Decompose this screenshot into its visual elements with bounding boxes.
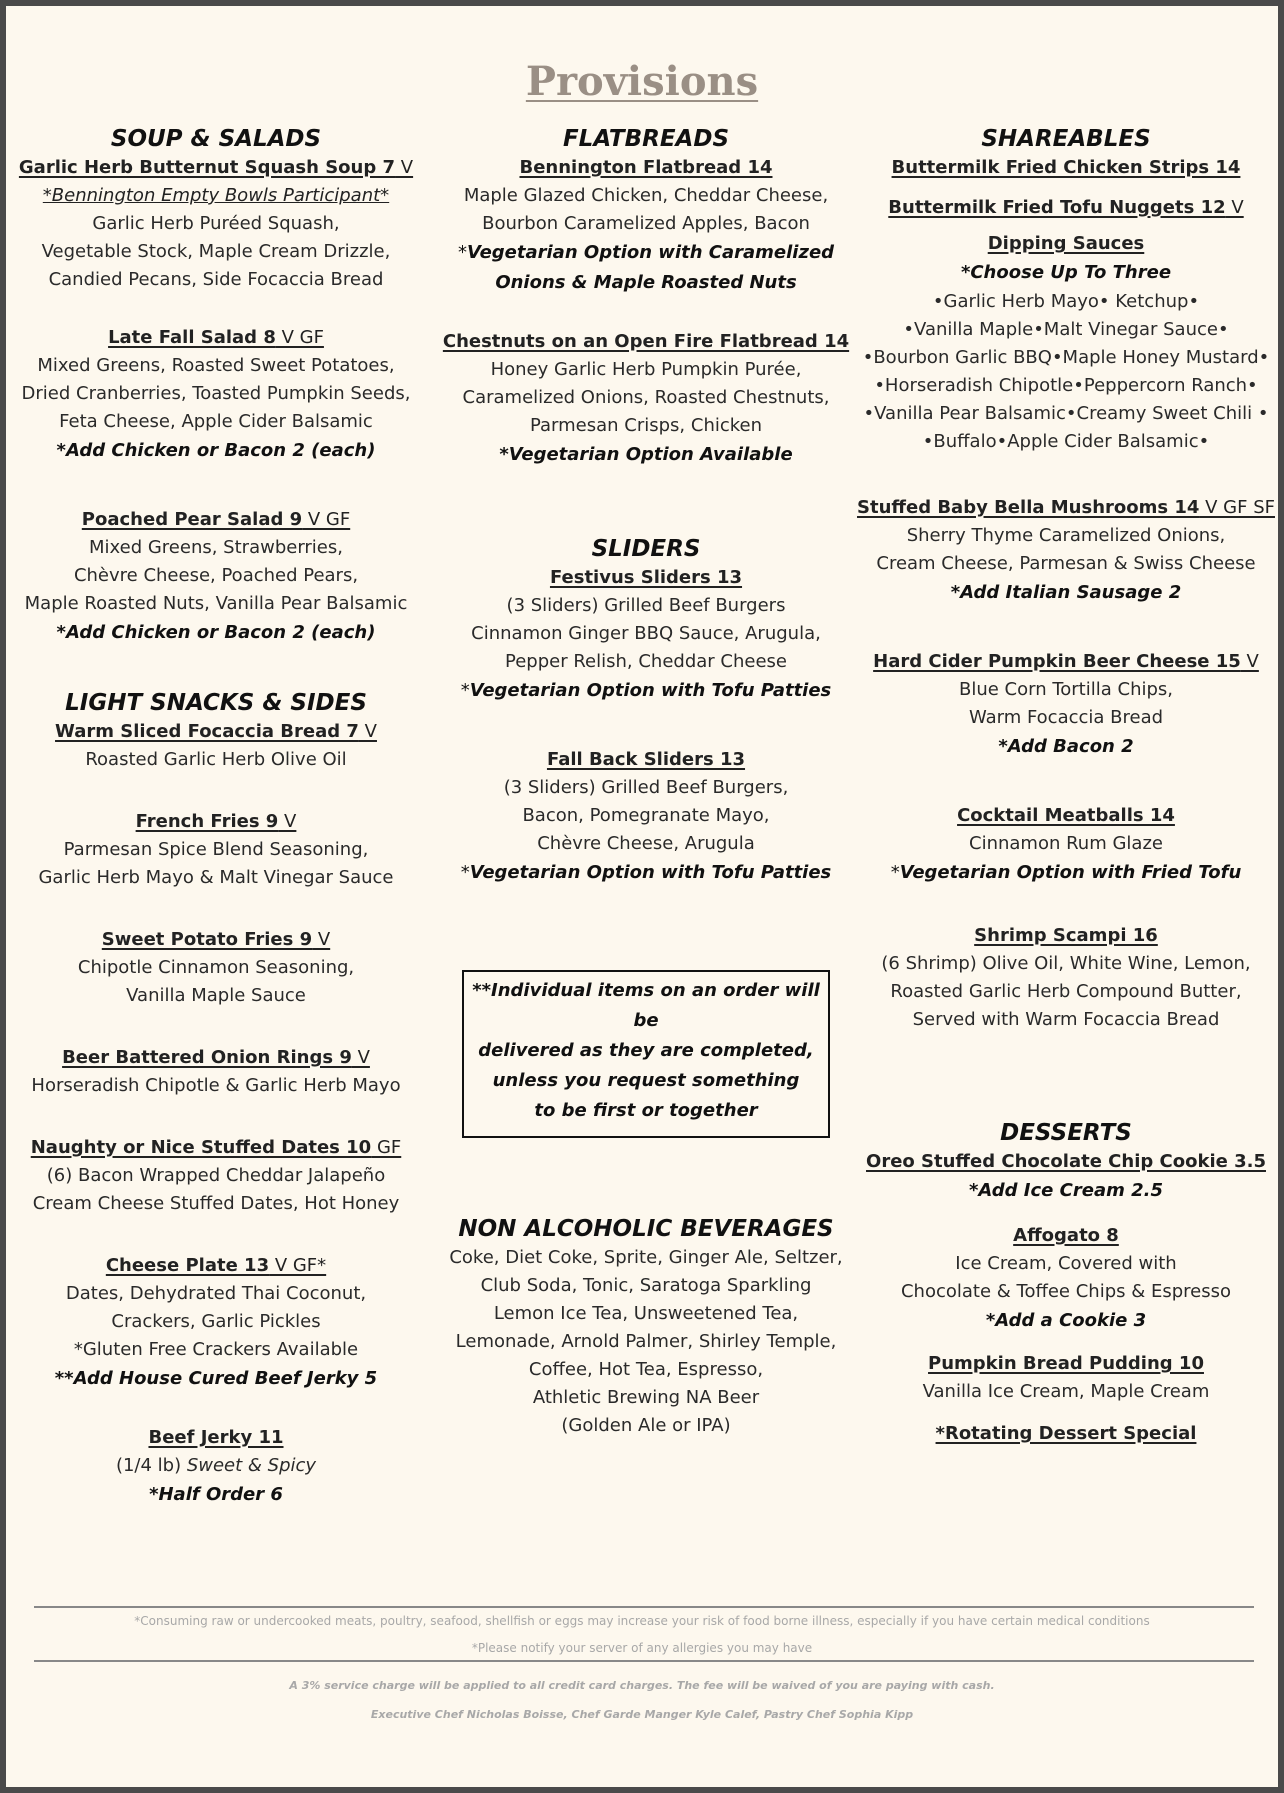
footer-divider-top [34, 1606, 1254, 1608]
order-notice-box [462, 970, 830, 1138]
item-desc: Chocolate & Toffee Chips & Espresso [900, 1281, 1232, 1302]
section-heading-shareables: SHAREABLES [981, 126, 1151, 152]
menu-item-cocktail-meatballs [856, 802, 1276, 888]
section-heading-beverages: NON ALCOHOLIC BEVERAGES [458, 1216, 834, 1242]
item-name: Buttermilk Fried Tofu Nuggets 12 V [888, 197, 1244, 218]
menu-item-beer-cheese [856, 648, 1276, 762]
beverage-line: Coke, Diet Coke, Sprite, Ginger Ale, Seltzer, [449, 1247, 843, 1268]
item-desc: Served with Warm Focaccia Bread [912, 1009, 1220, 1030]
item-desc: Garlic Herb Puréed Squash, [92, 213, 340, 234]
item-desc: Dates, Dehydrated Thai Coconut, [65, 1283, 367, 1304]
item-addon: *Add Chicken or Bacon 2 (each) [56, 622, 376, 643]
beverage-line: Lemon Ice Tea, Unsweetened Tea, [493, 1303, 799, 1324]
notice-line: unless you request something [492, 1070, 800, 1091]
item-desc: (3 Sliders) Grilled Beef Burgers [506, 595, 786, 616]
item-desc: Chèvre Cheese, Poached Pears, [73, 565, 359, 586]
item-desc: Vanilla Maple Sauce [126, 985, 306, 1006]
menu-item-soup [6, 154, 426, 294]
item-veg-option: *Vegetarian Option with Fried Tofu [890, 862, 1242, 883]
item-name: Beer Battered Onion Rings 9 V [62, 1047, 370, 1068]
item-name: Warm Sliced Focaccia Bread 7 V [55, 721, 377, 742]
section-heading-desserts: DESSERTS [1000, 1120, 1132, 1146]
notice-line: to be first or together [534, 1100, 758, 1121]
item-desc: Bacon, Pomegranate Mayo, [522, 805, 770, 826]
item-desc: Chipotle Cinnamon Seasoning, [77, 957, 355, 978]
menu-item-stuffed-mushrooms [856, 494, 1276, 608]
sauce-line: •Vanilla Pear Balsamic•Creamy Sweet Chili • [863, 403, 1269, 424]
item-desc: Pepper Relish, Cheddar Cheese [505, 651, 787, 672]
section-heading-flatbreads: FLATBREADS [562, 126, 730, 152]
section-heading-soup-salads: SOUP & SALADS [110, 126, 322, 152]
sauce-line: •Bourbon Garlic BBQ•Maple Honey Mustard• [862, 347, 1270, 368]
menu-item-stuffed-dates [6, 1134, 426, 1218]
item-desc: Sherry Thyme Caramelized Onions, [906, 525, 1226, 546]
menu-item-bennington-flatbread [436, 154, 856, 298]
item-name: Oreo Stuffed Chocolate Chip Cookie 3.5 [866, 1151, 1266, 1172]
item-desc: Maple Glazed Chicken, Cheddar Cheese, [463, 185, 829, 206]
item-addon: *Add Ice Cream 2.5 [968, 1180, 1164, 1201]
item-desc: Parmesan Spice Blend Seasoning, [63, 839, 369, 860]
item-desc: Honey Garlic Herb Pumpkin Purée, [490, 359, 802, 380]
menu-item-affogato [856, 1222, 1276, 1336]
item-desc: Cream Cheese, Parmesan & Swiss Cheese [876, 553, 1256, 574]
menu-page [6, 6, 1278, 1787]
beverages-list [436, 1244, 856, 1440]
beverage-line: (Golden Ale or IPA) [561, 1415, 731, 1436]
item-veg-option: *Vegetarian Option with Tofu Patties [460, 862, 832, 883]
menu-item-tofu-nuggets [856, 194, 1276, 222]
menu-item-fall-back-sliders [436, 746, 856, 888]
food-safety-notice: *Consuming raw or undercooked meats, poultry, seafood, shellfish or eggs may increase your risk of food borne illness, especially if you have certain medical conditions [134, 1614, 1150, 1628]
item-desc: Vegetable Stock, Maple Cream Drizzle, [41, 241, 391, 262]
item-desc: (1/4 lb) Sweet & Spicy [115, 1455, 317, 1476]
dipping-sauces [856, 230, 1276, 456]
item-desc: Mixed Greens, Roasted Sweet Potatoes, [37, 355, 395, 376]
item-note: *Bennington Empty Bowls Participant* [42, 185, 390, 206]
allergy-notice: *Please notify your server of any allergies you may have [471, 1641, 813, 1655]
item-desc: Caramelized Onions, Roasted Chestnuts, [462, 387, 830, 408]
sauce-line: •Horseradish Chipotle•Peppercorn Ranch• [874, 375, 1258, 396]
item-name: Shrimp Scampi 16 [974, 925, 1158, 946]
menu-title: Provisions [525, 58, 759, 105]
item-name: Cocktail Meatballs 14 [957, 805, 1175, 826]
right-column [856, 124, 1276, 1448]
item-veg-option: *Vegetarian Option with Tofu Patties [460, 680, 832, 701]
item-desc: Chèvre Cheese, Arugula [537, 833, 755, 854]
item-desc: Cinnamon Ginger BBQ Sauce, Arugula, [471, 623, 821, 644]
menu-item-cookie [856, 1148, 1276, 1206]
menu-item-chicken-strips [856, 154, 1276, 182]
item-addon: **Add House Cured Beef Jerky 5 [54, 1368, 378, 1389]
item-addon: *Add a Cookie 3 [985, 1310, 1147, 1331]
item-desc: Mixed Greens, Strawberries, [89, 537, 343, 558]
item-desc: Ice Cream, Covered with [955, 1253, 1177, 1274]
item-desc: Vanilla Ice Cream, Maple Cream [922, 1381, 1210, 1402]
menu-item-onion-rings [6, 1044, 426, 1100]
item-name: Stuffed Baby Bella Mushrooms 14 V GF SF [857, 497, 1275, 518]
notice-line: **Individual items on an order will be [472, 980, 820, 1031]
section-heading-light-snacks: LIGHT SNACKS & SIDES [65, 690, 367, 716]
menu-item-sweet-potato-fries [6, 926, 426, 1010]
item-addon: *Half Order 6 [149, 1484, 283, 1505]
item-name: Late Fall Salad 8 V GF [108, 327, 324, 348]
item-name: *Rotating Dessert Special [935, 1423, 1197, 1444]
item-name: Cheese Plate 13 V GF* [105, 1255, 327, 1276]
item-veg-option-cont: Onions & Maple Roasted Nuts [495, 272, 797, 293]
item-desc: Dried Cranberries, Toasted Pumpkin Seeds, [21, 383, 411, 404]
item-desc: Maple Roasted Nuts, Vanilla Pear Balsamic [24, 593, 408, 614]
sauce-line: •Buffalo•Apple Cider Balsamic• [922, 431, 1210, 452]
beverage-line: Coffee, Hot Tea, Espresso, [528, 1359, 764, 1380]
item-name: Sweet Potato Fries 9 V [101, 929, 331, 950]
order-notice-box-wrap [436, 970, 856, 1138]
item-addon: *Add Italian Sausage 2 [950, 582, 1182, 603]
menu-item-beef-jerky [6, 1424, 426, 1510]
item-desc: Cinnamon Rum Glaze [969, 833, 1163, 854]
item-desc: Blue Corn Tortilla Chips, [958, 679, 1173, 700]
sauce-line: •Vanilla Maple•Malt Vinegar Sauce• [903, 319, 1229, 340]
item-name: Bennington Flatbread 14 [519, 157, 773, 178]
sauces-choose: *Choose Up To Three [960, 262, 1172, 283]
beverage-line: Athletic Brewing NA Beer [532, 1387, 760, 1408]
item-name: Affogato 8 [1013, 1225, 1119, 1246]
item-addon: *Add Chicken or Bacon 2 (each) [56, 440, 376, 461]
item-name: Dipping Sauces [987, 233, 1145, 254]
item-desc: (6 Shrimp) Olive Oil, White Wine, Lemon, [881, 953, 1251, 974]
item-veg-option: *Vegetarian Option with Caramelized [457, 242, 835, 263]
item-desc: Garlic Herb Mayo & Malt Vinegar Sauce [38, 867, 394, 888]
item-addon: *Vegetarian Option Available [499, 444, 793, 465]
menu-item-focaccia [6, 718, 426, 774]
menu-item-chestnuts-flatbread [436, 328, 856, 470]
sauce-line: •Garlic Herb Mayo• Ketchup• [932, 291, 1200, 312]
menu-item-french-fries [6, 808, 426, 892]
item-name: French Fries 9 V [135, 811, 297, 832]
footer-divider-bottom [34, 1660, 1254, 1662]
item-desc: Feta Cheese, Apple Cider Balsamic [59, 411, 373, 432]
item-desc: Warm Focaccia Bread [968, 707, 1164, 728]
item-name: Naughty or Nice Stuffed Dates 10 GF [30, 1137, 402, 1158]
left-column [6, 124, 426, 1510]
item-desc: Candied Pecans, Side Focaccia Bread [48, 269, 384, 290]
item-name: Pumpkin Bread Pudding 10 [928, 1353, 1204, 1374]
menu-item-cheese-plate [6, 1252, 426, 1394]
notice-line: delivered as they are completed, [478, 1040, 814, 1061]
item-name: Poached Pear Salad 9 V GF [81, 509, 351, 530]
menu-item-shrimp-scampi [856, 922, 1276, 1034]
item-name: Festivus Sliders 13 [549, 567, 743, 588]
item-desc: Roasted Garlic Herb Compound Butter, [890, 981, 1242, 1002]
item-name: Buttermilk Fried Chicken Strips 14 [891, 157, 1241, 178]
menu-item-late-fall-salad [6, 324, 426, 466]
menu-item-festivus-sliders [436, 564, 856, 706]
item-name: Hard Cider Pumpkin Beer Cheese 15 V [873, 651, 1259, 672]
item-desc: Horseradish Chipotle & Garlic Herb Mayo [31, 1075, 401, 1096]
item-desc: *Gluten Free Crackers Available [73, 1339, 359, 1360]
middle-column [436, 124, 856, 1440]
beverage-line: Club Soda, Tonic, Saratoga Sparkling [480, 1275, 812, 1296]
chef-credits: Executive Chef Nicholas Boisse, Chef Garde Manger Kyle Calef, Pastry Chef Sophia Kipp [370, 1708, 914, 1721]
item-desc: (3 Sliders) Grilled Beef Burgers, [503, 777, 789, 798]
section-heading-sliders: SLIDERS [591, 536, 701, 562]
item-name: Fall Back Sliders 13 [546, 749, 746, 770]
menu-item-poached-pear-salad [6, 506, 426, 648]
menu-item-bread-pudding [856, 1350, 1276, 1406]
item-desc: Parmesan Crisps, Chicken [529, 415, 763, 436]
item-name: Garlic Herb Butternut Squash Soup 7 V [18, 157, 414, 178]
item-name: Chestnuts on an Open Fire Flatbread 14 [442, 331, 850, 352]
beverage-line: Lemonade, Arnold Palmer, Shirley Temple, [455, 1331, 837, 1352]
item-desc: Cream Cheese Stuffed Dates, Hot Honey [32, 1193, 400, 1214]
item-desc: Bourbon Caramelized Apples, Bacon [482, 213, 810, 234]
item-name: Beef Jerky 11 [148, 1427, 284, 1448]
menu-item-dessert-special [856, 1420, 1276, 1448]
item-addon: *Add Bacon 2 [998, 736, 1134, 757]
item-desc: (6) Bacon Wrapped Cheddar Jalapeño [46, 1165, 386, 1186]
item-desc: Roasted Garlic Herb Olive Oil [85, 749, 347, 770]
item-desc: Crackers, Garlic Pickles [111, 1311, 321, 1332]
service-charge-notice: A 3% service charge will be applied to all credit card charges. The fee will be waived of you are paying with cash. [289, 1679, 995, 1692]
